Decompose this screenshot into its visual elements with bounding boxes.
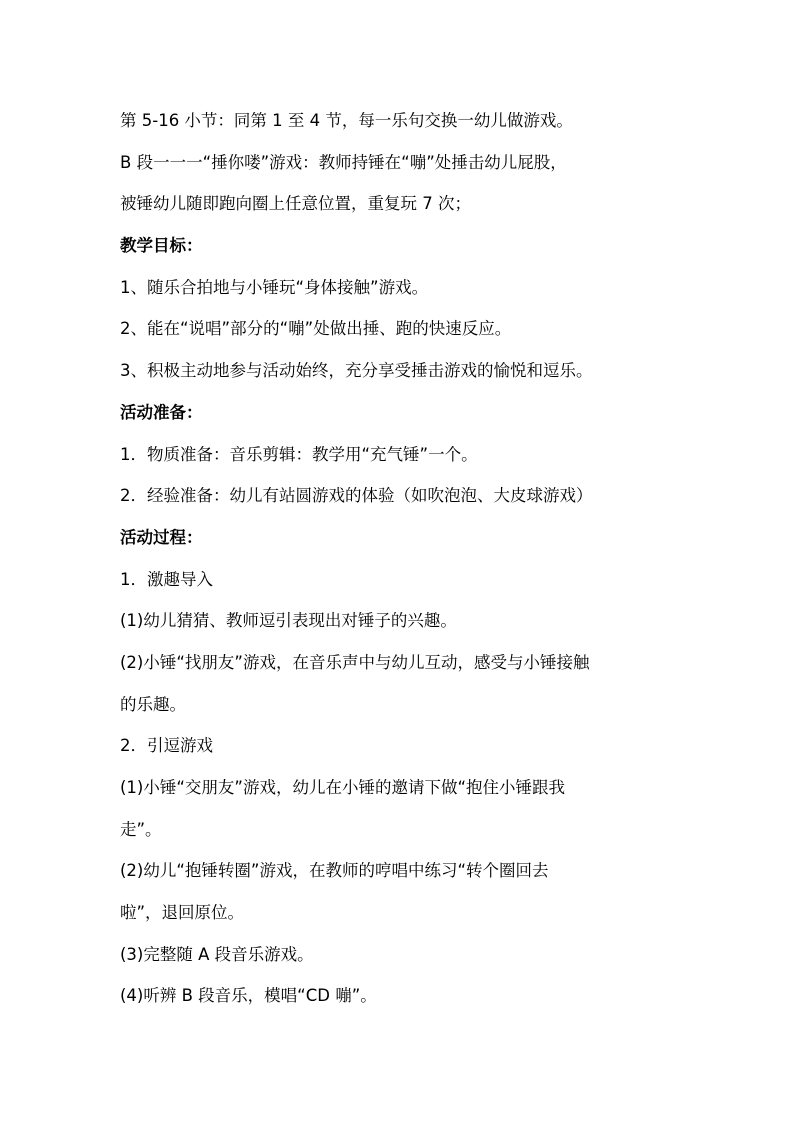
- process-substep-1-2-cont: 的乐趣。: [120, 694, 186, 714]
- text-line-3: 被锤幼儿随即跑向圈上任意位置，重复玩 7 次；: [120, 194, 471, 214]
- document-body: [120, 100, 680, 1017]
- process-substep-1-1: (1)幼儿猜猜、教师逗引表现出对锤子的兴趣。: [120, 611, 457, 631]
- text-line-2: B 段一一一“捶你喽”游戏：教师持锤在“嘣”处捶击幼儿屁股，: [120, 152, 567, 172]
- process-step-2: 2．引逗游戏: [120, 736, 213, 756]
- process-substep-2-1: (1)小锤“交朋友”游戏，幼儿在小锤的邀请下做“抱住小锤跟我: [120, 778, 566, 797]
- process-substep-2-3: (3)完整随 A 段音乐游戏。: [120, 944, 314, 964]
- goal-item-2: 2、能在“说唱”部分的“嘣”处做出捶、跑的快速反应。: [120, 319, 512, 339]
- text-line-1: 第 5-16 小节：同第 1 至 4 节，每一乐句交换一幼儿做游戏。: [120, 111, 573, 130]
- goal-item-1: 1、随乐合拍地与小锤玩“身体接触”游戏。: [120, 277, 429, 297]
- section-heading-process: 活动过程：: [120, 527, 203, 547]
- process-substep-2-1-cont: 走”。: [120, 819, 162, 839]
- process-substep-1-2: (2)小锤“找朋友”游戏，在音乐声中与幼儿互动，感受与小锤接触: [120, 652, 590, 672]
- section-heading-preparation: 活动准备：: [120, 402, 203, 422]
- preparation-item-2: 2．经验准备：幼儿有站圆游戏的体验（如吹泡泡、大皮球游戏）: [120, 486, 593, 506]
- process-substep-2-2: (2)幼儿“抱锤转圈”游戏，在教师的哼唱中练习“转个圈回去: [120, 861, 549, 881]
- goal-item-3: 3、积极主动地参与活动始终，充分享受捶击游戏的愉悦和逗乐。: [120, 361, 593, 381]
- process-substep-2-4: (4)听辨 B 段音乐，模唱“CD 嘣”。: [120, 986, 377, 1006]
- preparation-item-1: 1．物质准备：音乐剪辑：教学用“充气锤”一个。: [120, 444, 478, 464]
- process-substep-2-2-cont: 啦”，退回原位。: [120, 903, 245, 923]
- section-heading-teaching-goals: 教学目标：: [120, 236, 203, 256]
- process-step-1: 1．激趣导入: [120, 569, 213, 589]
